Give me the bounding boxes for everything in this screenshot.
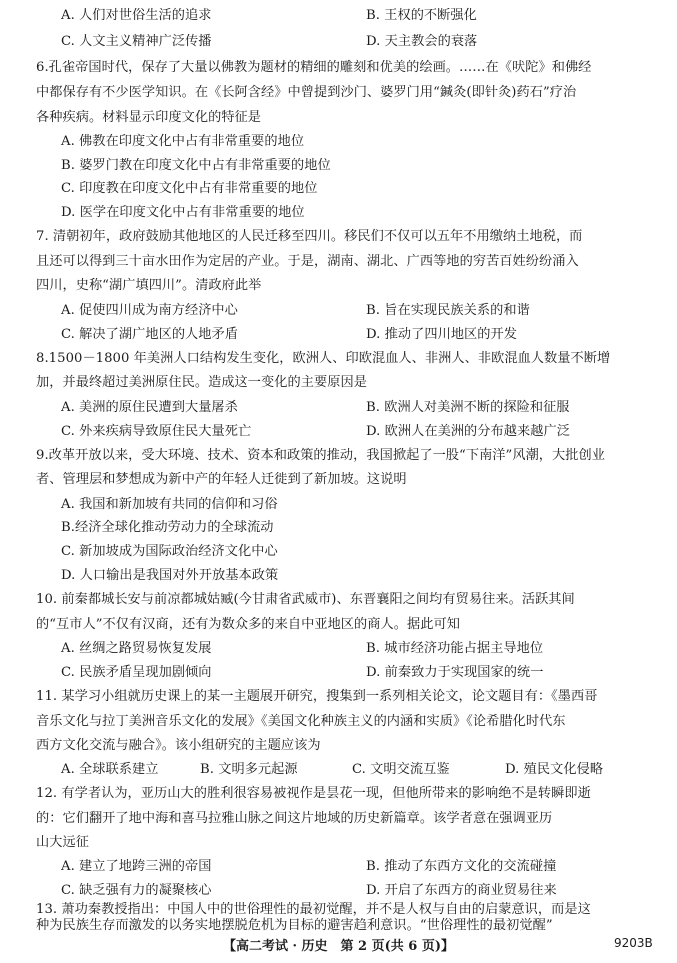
q11-option-a: A. 全球联系建立 [61,762,159,777]
q11-stem-line-1: 11. 某学习小组就历史课上的某一主题展开研究，搜集到一系列相关论文，论文题目有：《墨西哥 [36,689,598,704]
q6-stem-line-1: 6.孔雀帝国时代，保存了大量以佛教为题材的精细的雕刻和优美的绘画。……在《吠陀》和佛经 [36,60,592,75]
q12-option-c: C. 缺乏强有力的凝聚核心 [61,883,212,898]
q6-option-c: C. 印度教在印度文化中占有非常重要的地位 [61,181,318,196]
q5-option-b: B. 王权的不断强化 [366,8,477,23]
q7-stem-line-1: 7. 清朝初年，政府鼓励其他地区的人民迁移至四川。移民们不仅可以五年不用缴纳土地税，而 [36,229,583,244]
q9-option-c: C. 新加坡成为国际政治经济文化中心 [61,544,278,559]
q11-stem-line-3: 西方文化交流与融合》。该小组研究的主题应该为 [36,738,321,753]
q12-stem-line-1: 12. 有学者认为，亚历山大的胜利很容易被视作是昙花一现，但他所带来的影响绝不是转瞬即逝 [36,786,591,801]
q7-option-d: D. 推动了四川地区的开发 [366,327,518,342]
q5-option-a: A. 人们对世俗生活的追求 [61,8,212,23]
q13-stem-line-2: 种为民族生存而激发的以务实地摆脱危机为目标的避害趋利意识。“世俗理性的最初觉醒” [36,918,553,933]
q5-option-d: D. 天主教会的衰落 [366,34,478,49]
q8-stem-line-2: 加，并最终超过美洲原住民。造成这一变化的主要原因是 [36,375,367,390]
q11-option-c: C. 文明交流互鉴 [352,762,450,777]
page-footer: 【高二考试 · 历史 第 2 页(共 6 页)】 [222,939,455,954]
q6-option-d: D. 医学在印度文化中占有非常重要的地位 [61,205,305,220]
q8-option-c: C. 外来疾病导致原住民大量死亡 [61,424,252,439]
q12-option-d: D. 开启了东西方的商业贸易往来 [366,883,557,898]
q9-stem-line-1: 9.改革开放以来，受大环境、技术、资本和政策的推动，我国掀起了一股“下南洋”风潮，大批创业 [36,448,605,463]
q7-option-b: B. 旨在实现民族关系的和谐 [366,303,530,318]
q10-stem-line-1: 10. 前秦都城长安与前凉都城姑臧(今甘肃省武威市)、东晋襄阳之间均有贸易往来。活跃其间 [36,592,575,607]
q7-stem-line-2: 且还可以得到三十亩水田作为定居的产业。于是，湖南、湖北、广西等地的穷苦百姓纷纷涌入 [36,254,579,269]
q11-stem-line-2: 音乐文化与拉丁美洲音乐文化的发展》《美国文化种族主义的内涵和实质》《论希腊化时代东 [36,714,566,729]
q7-option-c: C. 解决了湖广地区的人地矛盾 [61,327,239,342]
exam-code: 9203B [614,936,653,950]
q9-option-a: A. 我国和新加坡有共同的信仰和习俗 [61,497,278,512]
q10-option-d: D. 前秦致力于实现国家的统一 [366,665,544,680]
q11-option-d: D. 殖民文化侵略 [505,762,604,777]
q10-option-a: A. 丝绸之路贸易恢复发展 [61,641,212,656]
q12-stem-line-3: 山大远征 [36,835,89,850]
q13-stem-line-1: 13. 萧功秦教授指出：中国人中的世俗理性的最初觉醒，并不是人权与自由的启蒙意识，而是这 [36,902,591,917]
q12-stem-line-2: 的：它们翻开了地中海和喜马拉雅山脉之间这片地域的历史新篇章。该学者意在强调亚历 [36,811,553,826]
q6-stem-line-2: 中都保存有不少医学知识。在《长阿含经》中曾提到沙门、婆罗门用“鍼灸(即针灸)药石”疗治 [36,85,577,100]
q6-stem-line-3: 各种疾病。材料显示印度文化的特征是 [36,110,262,125]
q8-option-a: A. 美洲的原住民遭到大量屠杀 [61,400,238,415]
q11-option-b: B. 文明多元起源 [200,762,298,777]
q8-option-b: B. 欧洲人对美洲不断的探险和征服 [366,400,570,415]
q7-option-a: A. 促使四川成为南方经济中心 [61,303,238,318]
q10-option-b: B. 城市经济功能占据主导地位 [366,641,544,656]
q9-option-b: B.经济全球化推动劳动力的全球流动 [61,520,274,535]
q12-option-b: B. 推动了东西方文化的交流碰撞 [366,859,557,874]
q6-option-a: A. 佛教在印度文化中占有非常重要的地位 [61,134,305,149]
q9-stem-line-2: 者、管理层和梦想成为新中产的年轻人迁徙到了新加坡。这说明 [36,472,407,487]
q10-option-c: C. 民族矛盾呈现加剧倾向 [61,665,212,680]
q8-option-d: D. 欧洲人在美洲的分布越来越广泛 [366,424,570,439]
q6-option-b: B. 婆罗门教在印度文化中占有非常重要的地位 [61,158,331,173]
q8-stem-line-1: 8.1500－1800 年美洲人口结构发生变化，欧洲人、印欧混血人、非洲人、非欧混血人数量不断增 [36,351,611,366]
q7-stem-line-3: 四川，史称“湖广填四川”。清政府此举 [36,278,262,293]
q10-stem-line-2: 的“互市人”不仅有汉商，还有为数众多的来自中亚地区的商人。据此可知 [36,617,460,632]
q5-option-c: C. 人文主义精神广泛传播 [61,34,212,49]
q12-option-a: A. 建立了地跨三洲的帝国 [61,859,212,874]
q9-option-d: D. 人口输出是我国对外开放基本政策 [61,568,279,583]
